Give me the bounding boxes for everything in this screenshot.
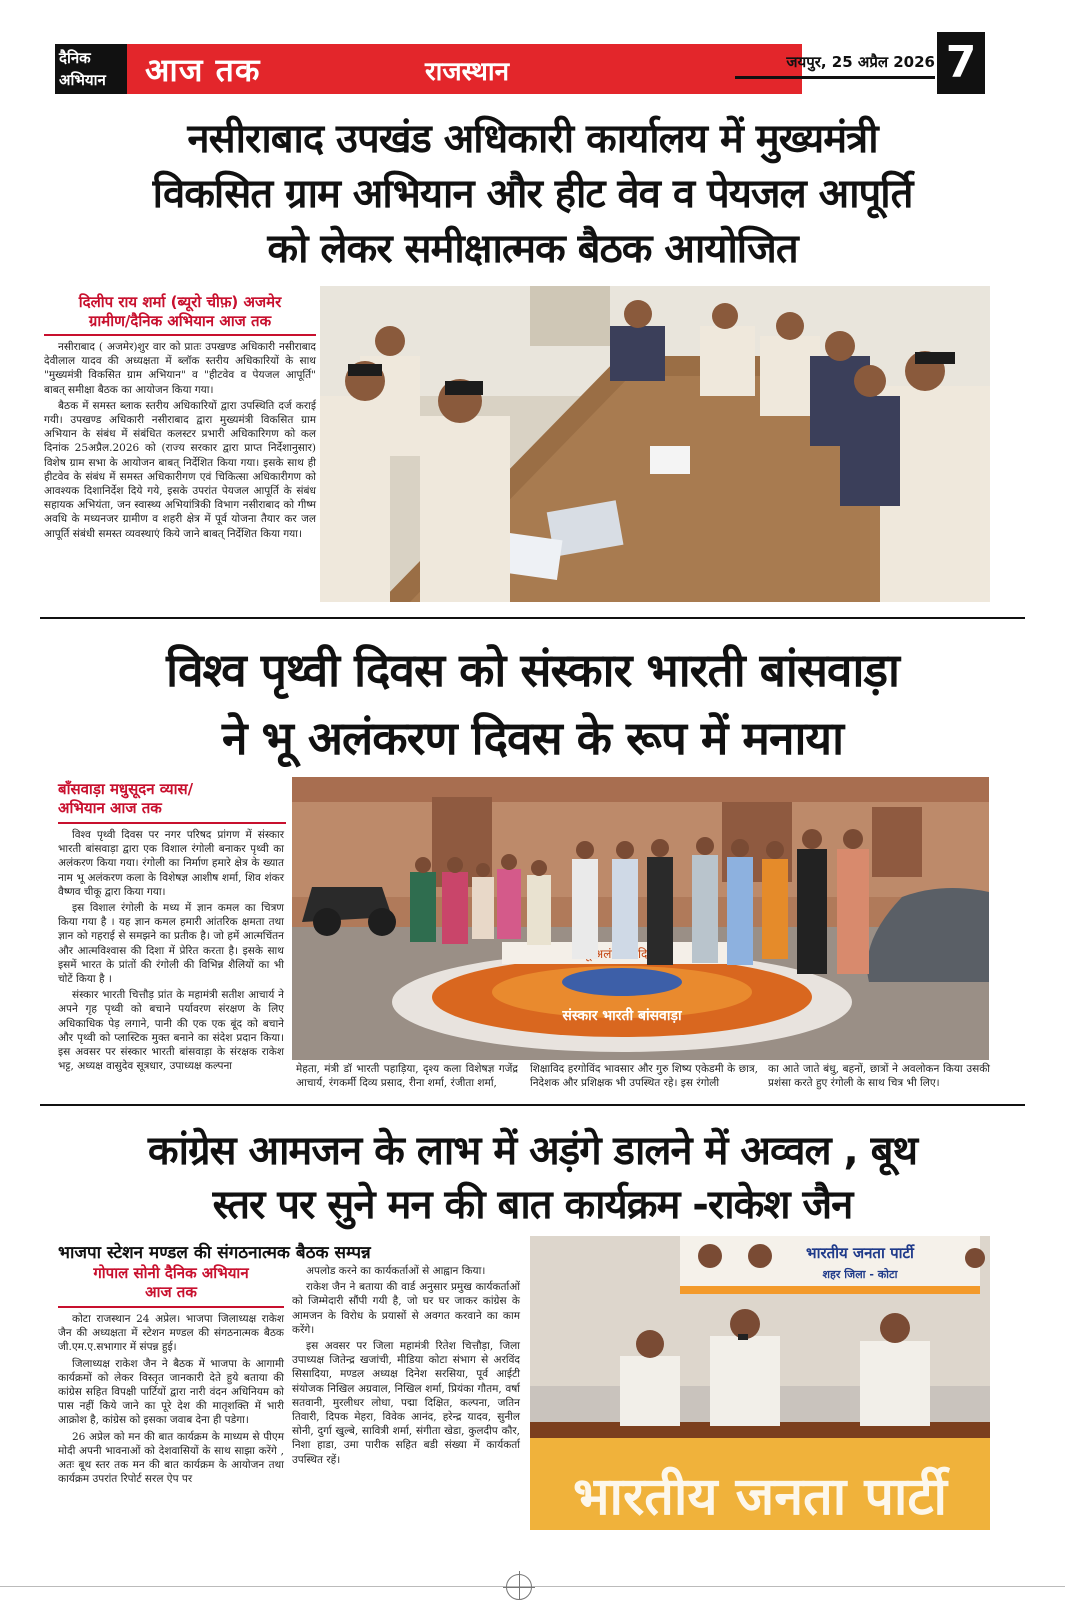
story2-byline-rule [58,822,286,824]
story3-headline-line2: स्तर पर सुने मन की बात कार्यक्रम -राकेश जैन [212,1182,853,1228]
story1-byline-line1: दिलीप राय शर्मा (ब्यूरो चीफ़) अजमेर [78,293,282,311]
brand-dainik-abhiyan [55,44,127,94]
stage-banner-text: भारतीय जनता पार्टी [573,1467,947,1527]
dateline-rule [735,76,935,79]
story1-para2: बैठक में समस्त ब्लाक स्तरीय अधिकारियों द्वारा उपस्थिति दर्ज कराई गयी। उपखण्ड अधिकारी नसीराबाद द्वारा मुख्यमंत्री विकसित ग्राम अभियान के संबंध में संबंधित कलस्टर प्रभारी अधिकारिगण को कल दिनांक 25अप्रैल.2026 को (राज्य सरकार द्वारा प्राप्त निर्देशानुसार) विशेष ग्राम सभा के आयोजन बाबत् निर्देशित किया गया। इसके साथ ही हीटवेव के संबंध में समस्त अधिकारीगण एवं चिकित्सा अधिकारीगण को आवश्यक दिशानिर्देश दिये गये, इसके उपरांत पेयजल आपूर्ति के संबंध सहायक अभियंता, जन स्वास्थ्य अभियांत्रिकी विभाग नसीराबाद को गीष्म अवधि के मध्यनजर ग्रामीण व शहरी क्षेत्र में पूर्व योजना तैयार कर जल आपूर्ति संबंधी समस्त व्यवस्थाएं किये जाने बाबत् निर्देशित किया गया। [44,399,316,540]
story1-headline [40,112,1025,277]
story3-col2 [292,1264,520,1469]
stage-photo-illustration [530,1236,990,1530]
story2-col3: शिक्षाविद हरगोविंद भावसार और गुरु शिष्य एकेडमी के छात्र, निदेशक और प्रशिक्षक भी उपस्थित रहे। इस रंगोली [530,1063,758,1090]
story3-col2-para1: अपलोड करने का कार्यकर्ताओं से आह्वान किया। [306,1265,486,1277]
banner-party-text: भारतीय जनता पार्टी [806,1244,914,1262]
brand-abhiyan: अभियान [59,71,106,89]
story3-para3: 26 अप्रेल को मन की बात कार्यक्रम के माध्यम से पीएम मोदी अपनी भावनाओं को देशवासियों के साथ साझा करेंगे , अतः बूथ स्तर तक मन की बात कार्यक्रम के आयोजन तथा कार्यक्रम उपरांत रिपोर्ट सरल ऐप पर [58,1430,284,1486]
banner-unit-text: शहर जिला - कोटा [822,1268,898,1281]
brand-dainik: दैनिक [59,49,91,67]
story3-headline-line1: कांग्रेस आमजन के लाभ में अड़ंगे डालने में अव्वल , बूथ [147,1128,918,1174]
story2-para3: संस्कार भारती चित्तौड़ प्रांत के महामंत्री सतीश आचार्य ने अपने गृह पृथ्वी को बचाने पर्यावरण संरक्षण के लिए अधिकाधिक पेड़ लगाने, पानी की एक एक बूंद को बचाने और पृथ्वी को प्लास्टिक मुक्त बनाने का संदेश प्रदान किया। इस अवसर पर संस्कार भारती बांसवाड़ा के संरक्षक राकेश भट्ट, अध्यक्ष वासुदेव सूत्रधार, उपाध्यक्ष कल्पना [58,989,284,1073]
story2-byline-line2: अभियान आज तक [58,799,162,817]
section-divider-1 [40,617,1025,619]
meeting-photo-illustration [320,286,990,602]
story3-byline-rule [58,1306,284,1308]
story3-headline [40,1124,1025,1232]
story3-stage-photo [530,1236,990,1530]
story3-byline-line2: आज तक [145,1283,197,1301]
rangoli-org-text: संस्कार भारती बांसवाड़ा [562,1008,682,1024]
story2-para1: विश्व पृथ्वी दिवस पर नगर परिषद प्रांगण में संस्कार भारती बांसवाड़ा द्वारा एक विशाल रंगोली बनाकर पृथ्वी का अलंकरण किया गया। रंगोली का निर्माण हमारे क्षेत्र के ख्यात नाम भू अलंकरण कला के विशेषज्ञ आशीष शर्मा, शिव शंकर वैष्णव चीकू द्वारा किया गया। [58,829,284,898]
story3-subhead: भाजपा स्टेशन मण्डल की संगठनात्मक बैठक सम्पन्न [58,1243,371,1263]
rangoli-photo-illustration [292,777,989,1060]
dateline: जयपुर, 25 अप्रैल 2026 [786,53,935,71]
story2-headline-line1: विश्व पृथ्वी दिवस को संस्कार भारती बांसवाड़ा [166,643,899,697]
story1-para1: नसीराबाद ( अजमेर)शुर वार को प्रातः उपखण्ड अधिकारी नसीराबाद देवीलाल यादव की अध्यक्षता में ब्लॉक स्तरीय अधिकारियों के साथ "मुख्यमंत्री विकसित ग्राम अभियान" व "हीटवेव व पेयजल आपूर्ति" बाबत् समीक्षा बैठक का आयोजन किया गया। [44,341,316,396]
story2-para2: इस विशाल रंगोली के मध्य में ज्ञान कमल का चित्रण किया गया है । यह ज्ञान कमल हमारी आंतरिक क्षमता तथा ज्ञान को गहराई से समझने का प्रतीक है। जो हमें आत्मचिंतन और आत्मविश्वास की दिशा में प्रेरित करता है। इसके साथ इसमें भारत के प्रांतों की रंगोली की विभिन्न शैलियों का भी चोटें किया है । [58,902,284,986]
section-name: राजस्थान [425,57,510,87]
story1-headline-line2: विकसित ग्राम अभियान और हीट वेव व पेयजल आपूर्ति [152,171,913,217]
story2-rangoli-photo [292,777,989,1060]
story1-byline [40,293,320,331]
brand-aajtak: आज तक [145,51,261,89]
registration-mark-icon [506,1574,532,1600]
story2-byline [58,780,278,818]
story2-byline-line1: बाँसवाड़ा मधुसूदन व्यास/ [58,780,194,798]
story3-col2-para3: इस अवसर पर जिला महामंत्री रितेश चित्तौड़ा, जिला उपाध्यक्ष जितेन्द्र खजांची, मीडिया कोटा संभाग से अरविंद सिसादिया, मण्डल अध्यक्ष दिनेश सरसिया, पूर्व आईटी संयोजक निखिल अग्रवाल, निखिल शर्मा, प्रियंका गौतम, वर्षा सतवानी, मुरलीधर लोधा, पद्मा दिक्षित, कल्पना, जतिन तिवारी, दिपक मेहरा, विवेक आनंद, हरेन्द्र यादव, सुनील सोनी, दुर्गा खुल्बे, सावित्री शर्मा, संगीता खेडा, कुलदीप कौर, निशा हाडा, उमा पारीक सहित बडी संख्या में कार्यकर्ता उपस्थित रहें। [292,1340,520,1466]
story2-headline-line2: ने भू अलंकरण दिवस के रूप में मनाया [222,711,843,765]
story2-col4: का आते जाते बंधु, बहनों, छात्रों ने अवलोकन किया उसकी प्रशंसा करते हुए रंगोली के साथ चित्र भी लिए। [768,1063,990,1090]
story3-para1: कोटा राजस्थान 24 अप्रेल। भाजपा जिलाध्यक्ष राकेश जैन की अध्यक्षता में स्टेशन मण्डल की संगठनात्मक बैठक जी.एम.ए.सभागार में संपन्न हुई। [58,1313,284,1354]
story2-body [58,828,284,1075]
story2-col2: मेहता, मंत्री डॉ भारती पहाड़िया, दृश्य कला विशेषज्ञ गजेंद्र आचार्य, रंगकर्मी दिव्य प्रसाद, रीना शर्मा, रंजीता शर्मा, [296,1063,518,1090]
story1-headline-line1: नसीराबाद उपखंड अधिकारी कार्यालय में मुख्यमंत्री [187,116,878,162]
section-divider-2 [40,1104,1025,1106]
story3-col2-para2: राकेश जैन ने बताया की वार्ड अनुसार प्रमुख कार्यकर्ताओं को जिम्मेदारी सौंपी गयी है, जो घर घर जाकर कांग्रेस के आमजन के विरोध के प्रयासों से अवगत करवाने का काम करेंगे। [292,1281,520,1336]
page-number: 7 [937,32,985,94]
story3-para2: जिलाध्यक्ष राकेश जैन ने बैठक में भाजपा के आगामी कार्यक्रमों को लेकर विस्तृत जानकारी देते हुये बताया की कांग्रेस सहित विपक्षी पार्टियों द्वारा नारी वंदन अधिनियम को पास नहीं किये जाने का पूरे देश की मातृशक्ति में भारी आक्रोश है, कांग्रेस को इसका जवाब देना ही पडेगा। [58,1357,284,1427]
story1-byline-line2: ग्रामीण/दैनिक अभियान आज तक [88,312,272,330]
story3-col1 [58,1312,284,1488]
story1-byline-rule [44,334,316,336]
story3-byline [58,1264,284,1302]
story1-headline-line3: को लेकर समीक्षात्मक बैठक आयोजित [267,226,798,272]
story1-meeting-photo [320,286,990,602]
story2-headline [40,636,1025,772]
story3-byline-line1: गोपाल सोनी दैनिक अभियान [93,1264,249,1282]
story1-body [44,340,316,543]
masthead [55,32,985,94]
